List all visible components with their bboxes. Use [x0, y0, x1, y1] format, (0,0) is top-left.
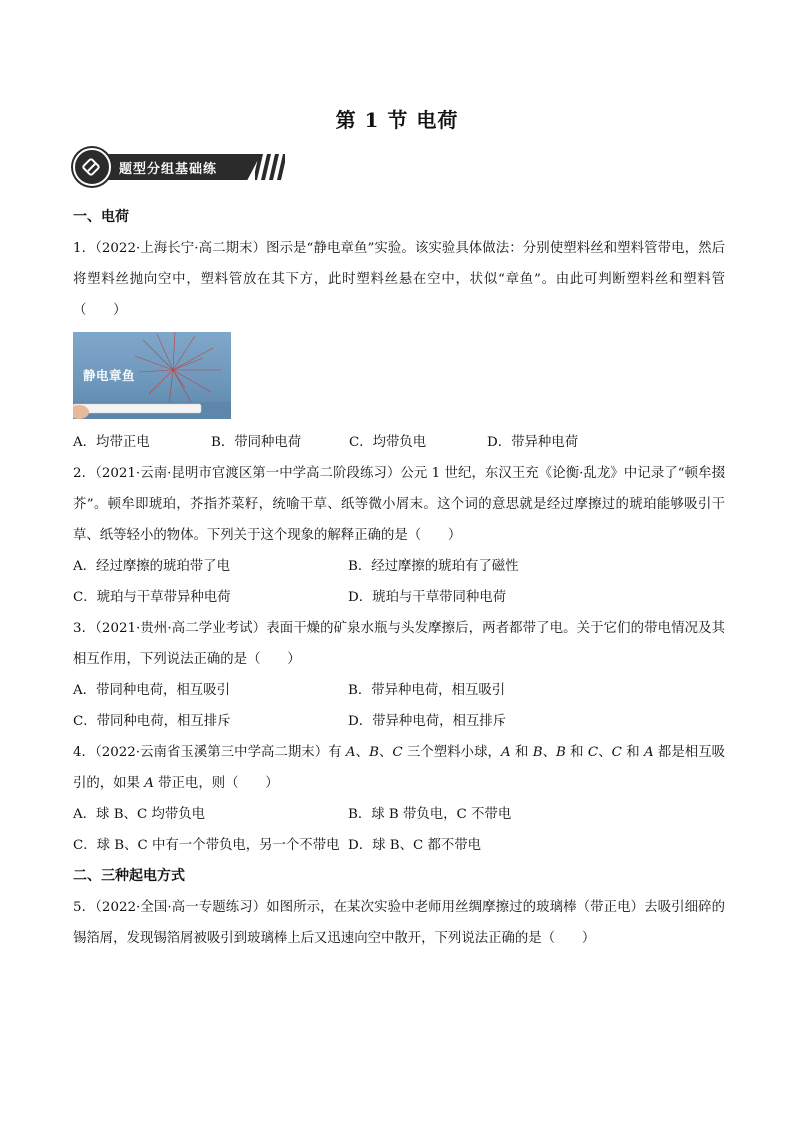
question-1-text: 1．（2022·上海长宁·高二期末）图示是“静电章鱼”实验。该实验具体做法：分别使塑料丝和塑料管带电，然后将塑料丝抛向空中，塑料管放在其下方，此时塑料丝悬在空中，状似“章鱼”。由此可判断塑料丝和塑料管（ ）: [73, 241, 725, 318]
option-c[interactable]: C．琥珀与干草带异种电荷: [73, 590, 231, 605]
banner-label: 题型分组基础练: [119, 162, 218, 177]
option-a[interactable]: A．均带正电: [73, 435, 150, 450]
question-2-options-row-2: [73, 582, 725, 613]
option-a[interactable]: A．球 B、C 均带负电: [73, 807, 206, 822]
question-4-text: 4．（2022·云南省玉溪第三中学高二期末）有 A、B、C 三个塑料小球，A 和 B、B 和 C、C 和 A 都是相互吸引的，如果 A 带正电，则（ ）: [73, 745, 726, 791]
question-5-text: 5．（2022·全国·高一专题练习）如图所示，在某次实验中老师用丝绸摩擦过的玻璃棒（带正电）去吸引细碎的锡箔屑，发现锡箔屑被吸引到玻璃棒上后又迅速向空中散开，下列说法正确的是（ ）: [73, 900, 725, 946]
option-d[interactable]: D．带异种电荷: [487, 435, 579, 450]
pencil-book-icon: [73, 148, 111, 186]
option-b[interactable]: B．球 B 带负电，C 不带电: [348, 807, 512, 822]
option-c[interactable]: C．带同种电荷，相互排斥: [73, 714, 231, 729]
option-a[interactable]: A．经过摩擦的琥珀带了电: [73, 559, 230, 574]
question-3-options-row-1: [73, 675, 725, 706]
option-c[interactable]: C．球 B、C 中有一个带负电，另一个不带电: [73, 838, 340, 853]
question-2-options-row-1: [73, 551, 725, 582]
banner-stripes-decoration: [255, 154, 285, 180]
question-2-text: 2．（2021·云南·昆明市官渡区第一中学高二阶段练习）公元 1 世纪，东汉王充《论衡·乱龙》中记录了“顿牟掇芥”。顿牟即琥珀，芥指芥菜籽，统喻干草、纸等微小屑末。这个词的意思就是经过摩擦过的琥珀能够吸引干草、纸等轻小的物体。下列关于这个现象的解释正确的是（ ）: [73, 466, 725, 543]
option-b[interactable]: B．经过摩擦的琥珀有了磁性: [348, 559, 519, 574]
option-c[interactable]: C．均带负电: [349, 435, 427, 450]
question-3-options-row-2: [73, 706, 725, 737]
question-4-options-row-2: [73, 830, 725, 861]
option-d[interactable]: D．琥珀与干草带同种电荷: [348, 590, 507, 605]
option-a[interactable]: A．带同种电荷，相互吸引: [73, 683, 230, 698]
question-list: [73, 202, 725, 954]
section-banner: [73, 148, 285, 186]
question-3-text: 3．（2021·贵州·高二学业考试）表面干燥的矿泉水瓶与头发摩擦后，两者都带了电。关于它们的带电情况及其相互作用，下列说法正确的是（ ）: [73, 621, 725, 667]
section-heading-charge: 一、电荷: [73, 209, 129, 225]
option-d[interactable]: D．带异种电荷，相互排斥: [348, 714, 507, 729]
section-heading-charging-methods: 二、三种起电方式: [73, 868, 185, 884]
option-d[interactable]: D．球 B、C 都不带电: [348, 838, 482, 853]
question-1-options: [73, 427, 725, 458]
option-b[interactable]: B．带同种电荷: [211, 435, 302, 450]
page-title: 第 1 节 电荷: [335, 108, 459, 132]
option-b[interactable]: B．带异种电荷，相互吸引: [348, 683, 506, 698]
figure-label: 静电章鱼: [83, 368, 136, 383]
static-octopus-photo: [73, 332, 231, 419]
question-4-options-row-1: [73, 799, 725, 830]
